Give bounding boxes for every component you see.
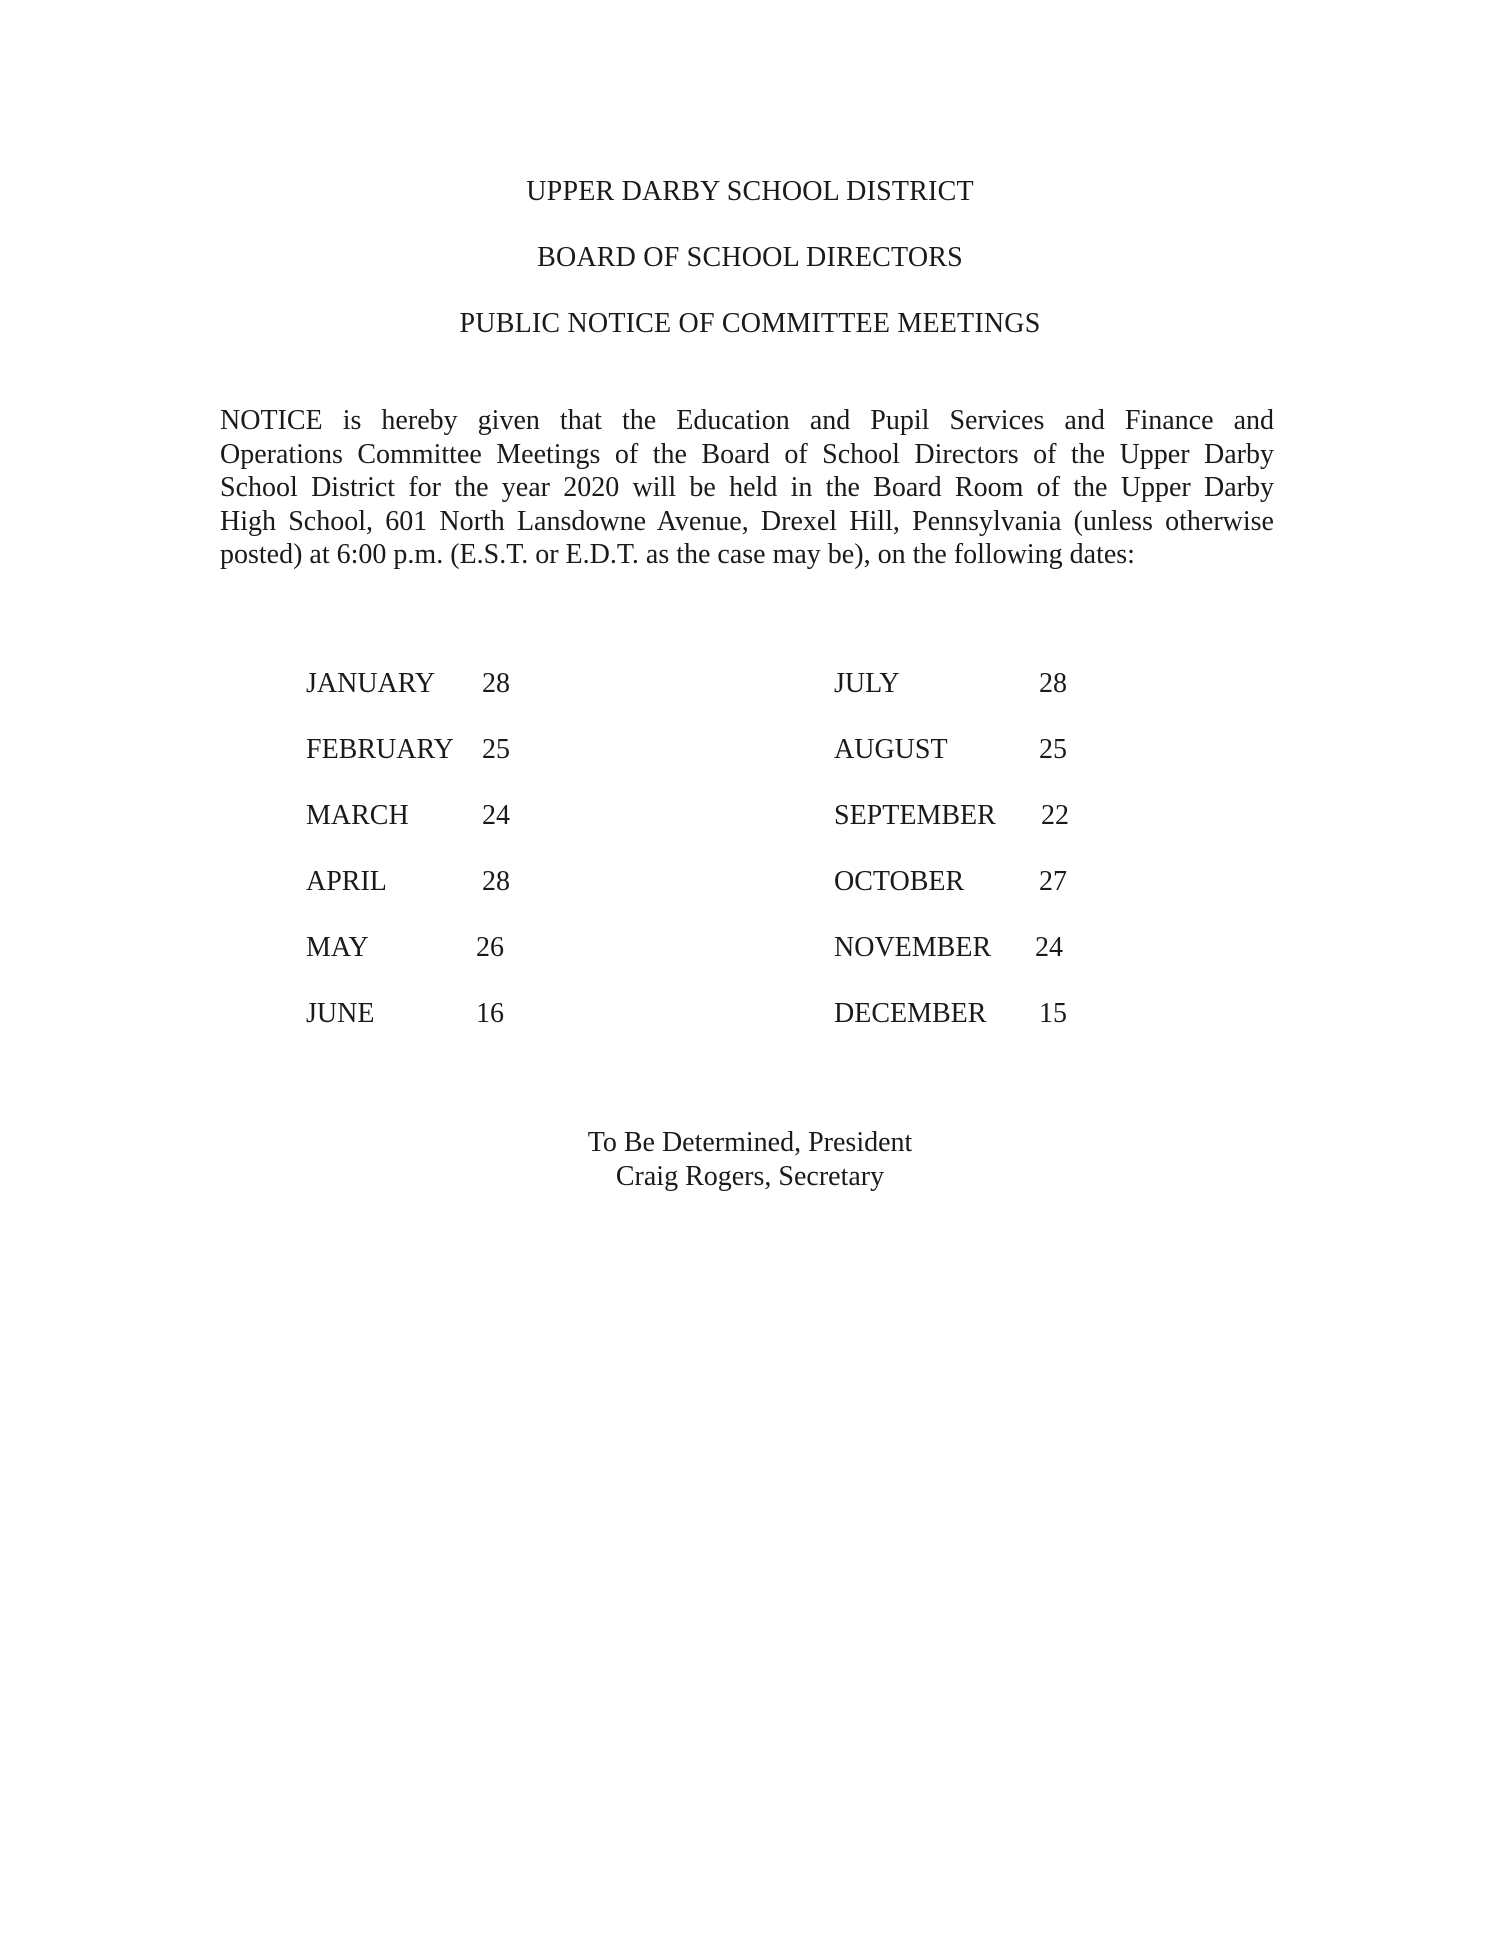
meeting-day: 26 <box>476 932 504 963</box>
meeting-day: 28 <box>1039 668 1067 699</box>
meeting-day: 28 <box>482 866 510 897</box>
meeting-month: SEPTEMBER <box>834 800 996 831</box>
meeting-day: 25 <box>1039 734 1067 765</box>
board-heading: BOARD OF SCHOOL DIRECTORS <box>537 242 963 273</box>
notice-line: NOTICE is hereby given that the Education and Pupil Services and Finance and <box>220 405 1274 436</box>
notice-line: High School, 601 North Lansdowne Avenue, Drexel Hill, Pennsylvania (unless otherwise <box>220 505 1274 537</box>
meeting-month: JULY <box>834 668 900 699</box>
meeting-day: 25 <box>482 734 510 765</box>
meeting-month: AUGUST <box>834 734 948 765</box>
meeting-day: 28 <box>482 668 510 699</box>
meeting-month: JUNE <box>306 998 375 1029</box>
meeting-day: 24 <box>482 800 510 831</box>
meeting-month: JANUARY <box>306 668 436 699</box>
meeting-day: 22 <box>1041 800 1069 831</box>
secretary-signature: Craig Rogers, Secretary <box>615 1161 885 1192</box>
notice-title: PUBLIC NOTICE OF COMMITTEE MEETINGS <box>459 308 1041 339</box>
notice-paragraph <box>220 404 1274 572</box>
president-signature: To Be Determined, President <box>587 1127 913 1158</box>
meeting-month: NOVEMBER <box>834 932 992 963</box>
meeting-month: DECEMBER <box>834 998 987 1029</box>
meeting-day: 24 <box>1035 932 1063 963</box>
notice-line: Operations Committee Meetings of the Board of School Directors of the Upper Darby <box>220 438 1274 470</box>
meeting-day: 15 <box>1039 998 1067 1029</box>
meeting-day: 16 <box>476 998 504 1029</box>
notice-line: School District for the year 2020 will be held in the Board Room of the Upper Darby <box>220 472 1274 503</box>
district-heading: UPPER DARBY SCHOOL DISTRICT <box>526 176 974 207</box>
meeting-month: FEBRUARY <box>306 734 454 765</box>
meeting-day: 27 <box>1039 866 1067 897</box>
meeting-month: MAY <box>306 932 369 963</box>
meeting-month: APRIL <box>306 866 387 897</box>
notice-line: posted) at 6:00 p.m. (E.S.T. or E.D.T. as the case may be), on the following dates: <box>220 539 1135 570</box>
meeting-month: OCTOBER <box>834 866 965 897</box>
meeting-month: MARCH <box>306 800 409 831</box>
